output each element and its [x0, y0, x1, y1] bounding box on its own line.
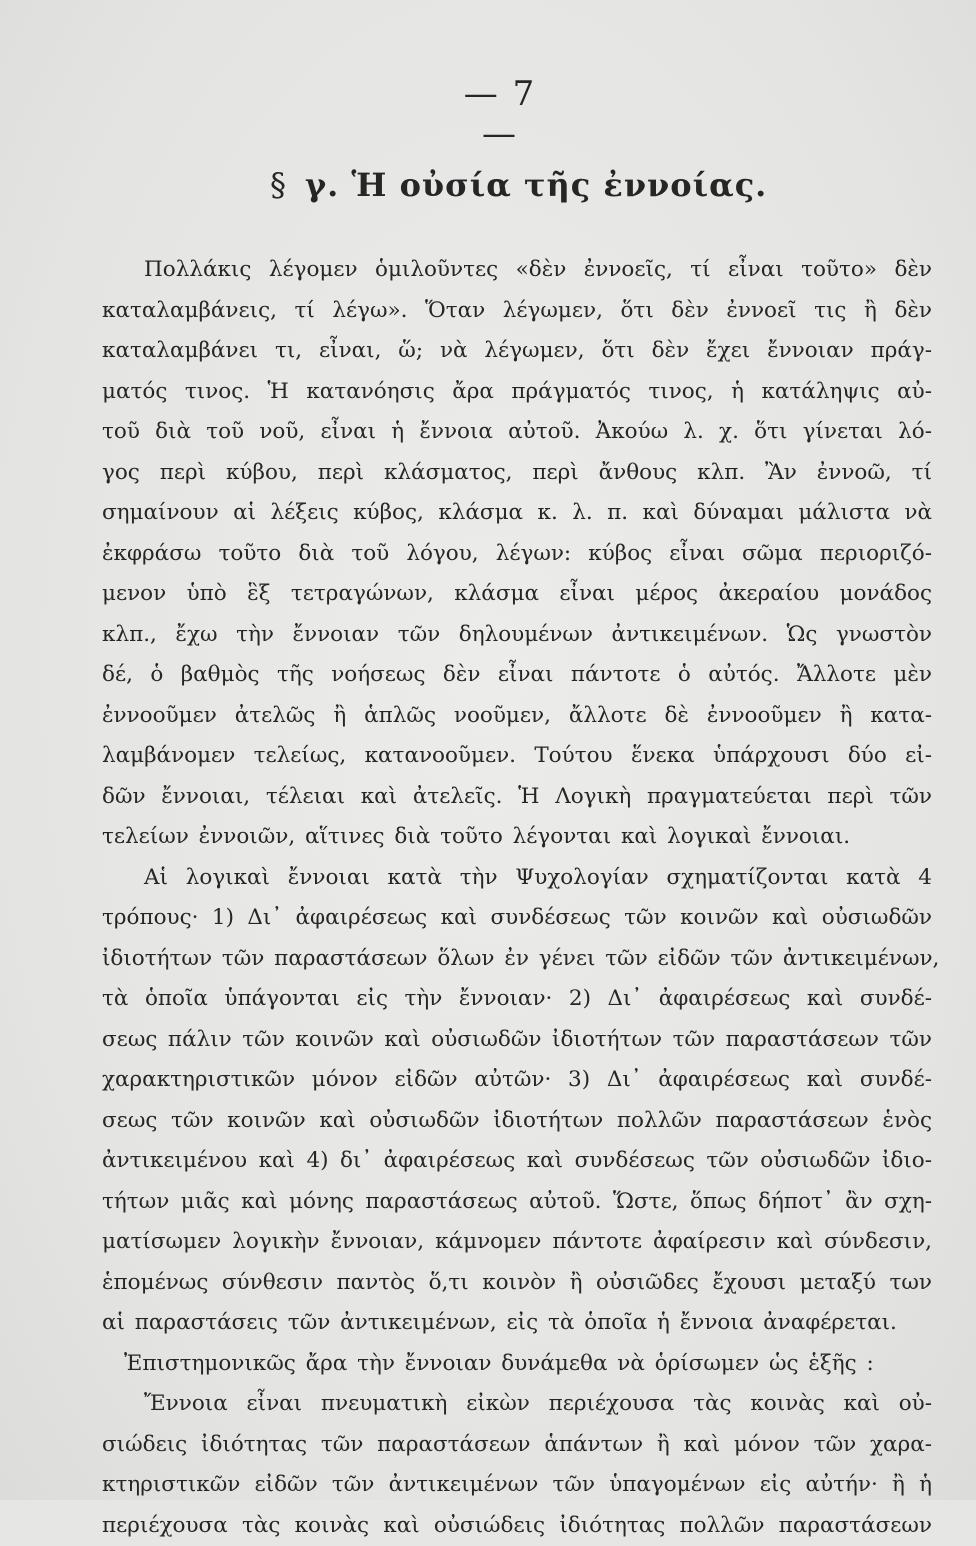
- body-text: [102, 250, 932, 1546]
- text-line: τελείων ἐννοιῶν, αἵτινες διὰ τοῦτο λέγονται καὶ λογικαὶ ἔννοιαι.: [102, 817, 932, 858]
- text-line: Ἔννοια εἶναι πνευματικὴ εἰκὼν περιέχουσα τὰς κοινὰς καὶ οὐ-: [102, 1384, 932, 1425]
- text-line: κτηριστικῶν εἰδῶν τῶν ἀντικειμένων τῶν ὑπαγομένων εἰς αὐτήν· ἢ ἡ: [102, 1465, 932, 1506]
- text-line: τρόπους· 1) Δι᾿ ἀφαιρέσεως καὶ συνδέσεως τῶν κοινῶν καὶ οὐσιωδῶν: [102, 898, 932, 939]
- text-line: ματίσωμεν λογικὴν ἔννοιαν, κάμνομεν πάντοτε ἀφαίρεσιν καὶ σύνδεσιν,: [102, 1222, 932, 1263]
- text-line: σιώδεις ἰδιότητας τῶν παραστάσεων ἁπάντων ἢ καὶ μόνον τῶν χαρα-: [102, 1425, 932, 1466]
- text-line: σεως πάλιν τῶν κοινῶν καὶ οὐσιωδῶν ἰδιοτήτων τῶν παραστάσεων τῶν: [102, 1020, 932, 1061]
- text-line: ματός τινος. Ἡ κατανόησις ἄρα πράγματός τινος, ἡ κατάληψις αὐ-: [102, 372, 932, 413]
- text-line: λαμβάνομεν τελείως, κατανοοῦμεν. Τούτου ἕνεκα ὑπάρχουσι δύο εἰ-: [102, 736, 932, 777]
- text-line: τὰ ὁποῖα ὑπάγονται εἰς τὴν ἔννοιαν· 2) Δι᾿ ἀφαιρέσεως καὶ συνδέ-: [102, 979, 932, 1020]
- page-number: — 7 —: [440, 74, 560, 154]
- text-line: ἰδιοτήτων τῶν παραστάσεων ὅλων ἐν γένει τῶν εἰδῶν τῶν ἀντικειμένων,: [102, 939, 932, 980]
- text-line: ἐκφράσω τοῦτο διὰ τοῦ λόγου, λέγων: κύβος εἶναι σῶμα περιοριζό-: [102, 534, 932, 575]
- text-line: δέ, ὁ βαθμὸς τῆς νοήσεως δὲν εἶναι πάντοτε ὁ αὐτός. Ἄλλοτε μὲν: [102, 655, 932, 696]
- text-line: ἑπομένως σύνθεσιν παντὸς ὅ,τι κοινὸν ἢ οὐσιῶδες ἔχουσι μεταξύ των: [102, 1263, 932, 1304]
- section-symbol: §: [270, 166, 287, 204]
- text-line: Ἐπιστημονικῶς ἄρα τὴν ἔννοιαν δυνάμεθα νὰ ὁρίσωμεν ὡς ἑξῆς :: [102, 1344, 932, 1385]
- text-line: αἱ παραστάσεις τῶν ἀντικειμένων, εἰς τὰ ὁποῖα ἡ ἔννοια ἀναφέρεται.: [102, 1303, 932, 1344]
- text-line: τήτων μιᾶς καὶ μόνης παραστάσεως αὐτοῦ. Ὥστε, ὅπως δήποτ᾿ ἂν σχη-: [102, 1182, 932, 1223]
- section-heading: [270, 166, 767, 204]
- text-line: περιέχουσα τὰς κοινὰς καὶ οὐσιώδεις ἰδιότητας πολλῶν παραστάσεων: [102, 1506, 932, 1546]
- text-line: χαρακτηριστικῶν μόνον εἰδῶν αὐτῶν· 3) Δι᾿ ἀφαιρέσεως καὶ συνδέ-: [102, 1060, 932, 1101]
- text-line: γος περὶ κύβου, περὶ κλάσματος, περὶ ἄνθους κλπ. Ἂν ἐννοῶ, τί: [102, 453, 932, 494]
- text-line: κλπ., ἔχω τὴν ἔννοιαν τῶν δηλουμένων ἀντικειμένων. Ὡς γνωστὸν: [102, 615, 932, 656]
- text-line: καταλαμβάνεις, τί λέγω». Ὅταν λέγωμεν, ὅτι δὲν ἐννοεῖ τις ἢ δὲν: [102, 291, 932, 332]
- text-line: ἀντικειμένου καὶ 4) δι᾿ ἀφαιρέσεως καὶ συνδέσεως τῶν οὐσιωδῶν ἰδιο-: [102, 1141, 932, 1182]
- text-line: Αἱ λογικαὶ ἔννοιαι κατὰ τὴν Ψυχολογίαν σχηματίζονται κατὰ 4: [102, 858, 932, 899]
- text-line: τοῦ διὰ τοῦ νοῦ, εἶναι ἡ ἔννοια αὐτοῦ. Ἀκούω λ. χ. ὅτι γίνεται λό-: [102, 412, 932, 453]
- text-line: καταλαμβάνει τι, εἶναι, ὥ; νὰ λέγωμεν, ὅτι δὲν ἔχει ἔννοιαν πράγ-: [102, 331, 932, 372]
- section-title: γ. Ἡ οὐσία τῆς ἐννοίας.: [305, 166, 767, 204]
- text-line: δῶν ἔννοιαι, τέλειαι καὶ ἀτελεῖς. Ἡ Λογικὴ πραγματεύεται περὶ τῶν: [102, 777, 932, 818]
- text-line: μενον ὑπὸ ἓξ τετραγώνων, κλάσμα εἶναι μέρος ἀκεραίου μονάδος: [102, 574, 932, 615]
- text-line: Πολλάκις λέγομεν ὁμιλοῦντες «δὲν ἐννοεῖς, τί εἶναι τοῦτο» δὲν: [102, 250, 932, 291]
- text-line: σημαίνουν αἱ λέξεις κύβος, κλάσμα κ. λ. π. καὶ δύναμαι μάλιστα νὰ: [102, 493, 932, 534]
- text-line: σεως τῶν κοινῶν καὶ οὐσιωδῶν ἰδιοτήτων πολλῶν παραστάσεων ἑνὸς: [102, 1101, 932, 1142]
- text-line: ἐννοοῦμεν ἀτελῶς ἢ ἁπλῶς νοοῦμεν, ἄλλοτε δὲ ἐννοοῦμεν ἢ κατα-: [102, 696, 932, 737]
